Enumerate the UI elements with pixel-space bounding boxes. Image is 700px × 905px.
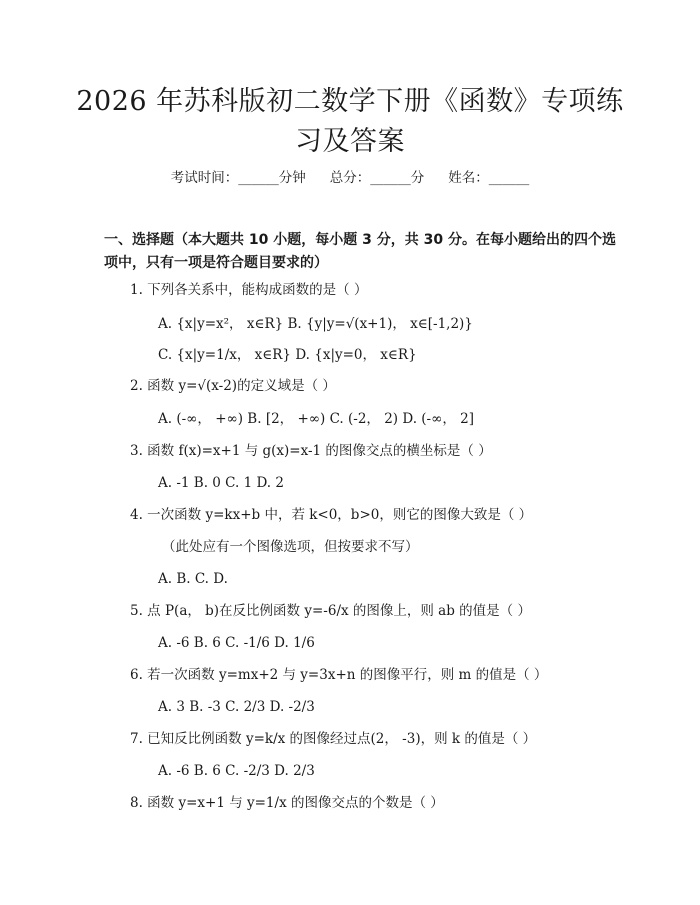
question-8-stem: 8. 函数 y=x+1 与 y=1/x 的图像交点的个数是（ ） [130,795,444,811]
title-line-2: 习及答案 [295,126,405,157]
question-7-stem: 7. 已知反比例函数 y=k/x 的图像经过点(2， -3)，则 k 的值是（ ） [130,731,537,747]
question-3-stem: 3. 函数 f(x)=x+1 与 g(x)=x-1 的图像交点的横坐标是（ ） [130,443,492,459]
exam-meta [0,168,700,188]
question-2-options: A. (-∞， +∞) B. [2， +∞) C. (-2， 2) D. (-∞， 2] [158,411,475,427]
question-4-options: A. B. C. D. [158,571,228,587]
question-5-options: A. -6 B. 6 C. -1/6 D. 1/6 [158,635,315,651]
question-1-options-cd: C. {x|y=1/x， x∈R} D. {x|y=0， x∈R} [158,347,417,363]
section-heading: 一、选择题（本大题共 10 小题，每小题 3 分，共 30 分。在每小题给出的四个选项中，只有一项是符合题目要求的） [104,232,616,271]
question-6-stem: 6. 若一次函数 y=mx+2 与 y=3x+n 的图像平行，则 m 的值是（ ） [130,667,548,683]
question-4-note: （此处应有一个图像选项，但按要求不写） [162,539,419,555]
exam-score: 总分：______分 [329,170,425,186]
exam-time: 考试时间：______分钟 [170,170,306,186]
question-7-options: A. -6 B. 6 C. -2/3 D. 2/3 [158,763,315,779]
question-3-options: A. -1 B. 0 C. 1 D. 2 [158,475,284,491]
question-1-options-ab: A. {x|y=x²， x∈R} B. {y|y=√(x+1)， x∈[-1,2)} [158,316,473,332]
question-4-stem: 4. 一次函数 y=kx+b 中，若 k<0，b>0，则它的图像大致是（ ） [130,507,533,523]
question-2-stem: 2. 函数 y=√(x-2)的定义域是（ ） [130,378,336,394]
page-title [60,82,640,162]
question-5-stem: 5. 点 P(a， b)在反比例函数 y=-6/x 的图像上，则 ab 的值是（ ） [130,603,531,619]
question-1-stem: 1. 下列各关系中，能构成函数的是（ ） [130,282,368,298]
question-6-options: A. 3 B. -3 C. 2/3 D. -2/3 [158,699,315,715]
title-line-1: 2026 年苏科版初二数学下册《函数》专项练 [76,86,624,117]
student-name: 姓名：______ [448,170,530,186]
